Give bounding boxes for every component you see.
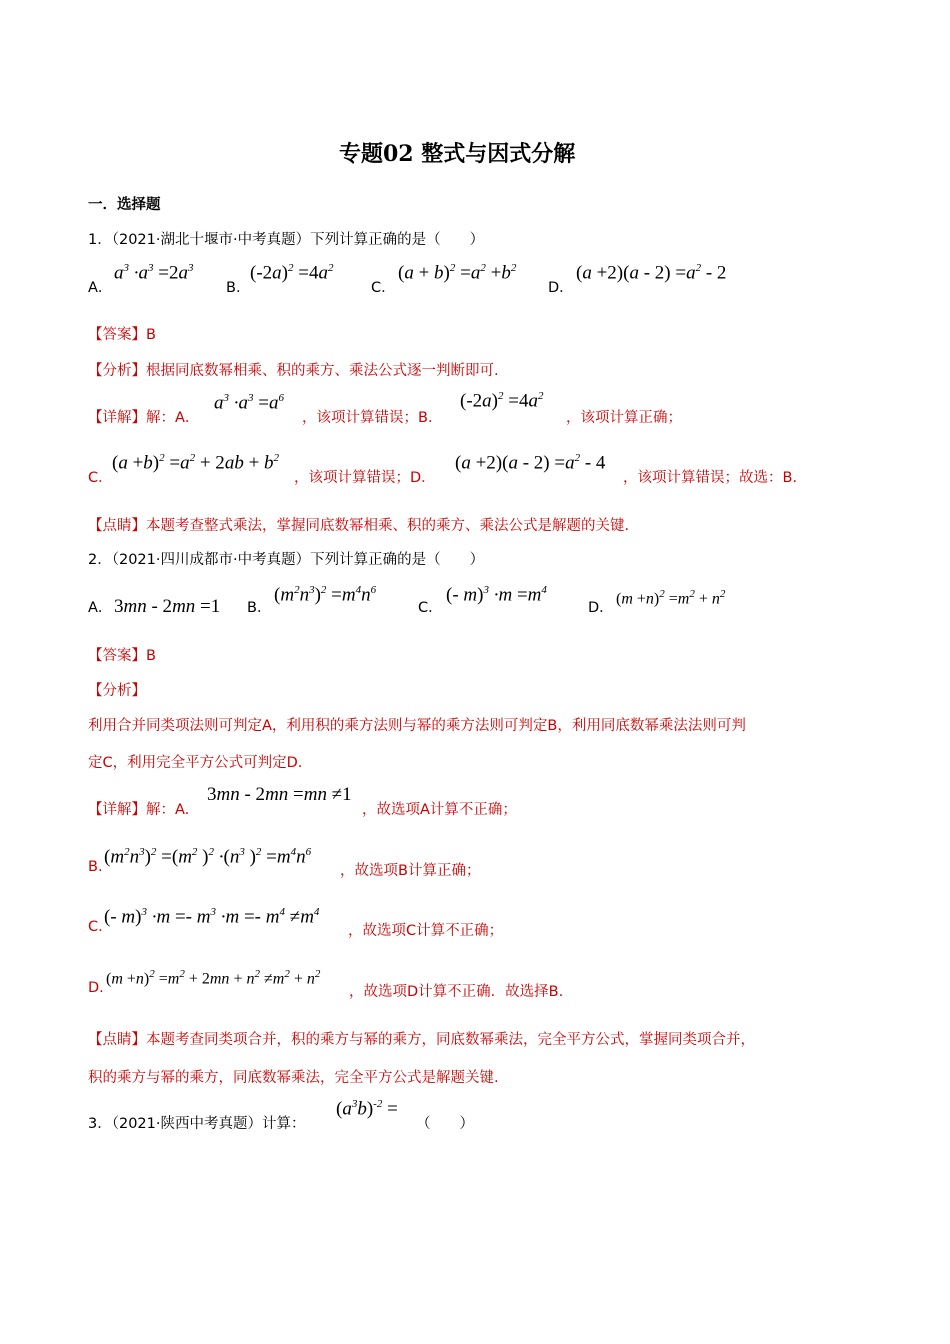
q1-option-a-label: A．	[88, 280, 113, 296]
q2-option-a-label: A．	[88, 600, 113, 616]
q2-option-b-label: B．	[247, 600, 272, 616]
q2-analysis-line2: 定C，利用完全平方公式可判定D.	[88, 755, 303, 771]
q2-detail-a-formula: 3mn - 2mn =mn ≠1	[207, 784, 352, 805]
q2-detail-d-formula: $(m +n)^2 =m^2 + 2mn + n^2 \ne m^2 + n^2$	[106, 968, 321, 988]
q2-analysis-line1: 利用合并同类项法则可判定A，利用积的乘方法则与幂的乘方法则可判定B，利用同底数幂乘法法则可判	[88, 718, 746, 734]
q1-detail-b-formula: $(-2a)^2 =4a^2$	[460, 390, 544, 412]
q2-detail-b-tail: ，故选项B计算正确；	[340, 863, 481, 879]
q1-option-c-formula: $(a + b)^2 =a^2 +b^2$	[398, 262, 517, 284]
section-heading: 一．选择题	[88, 197, 161, 213]
q2-detail-d-prefix: D.	[88, 980, 104, 996]
page-title: 专题02 整式与因式分解	[339, 141, 576, 167]
q1-option-c-label: C．	[371, 280, 396, 296]
q2-detail-b-prefix: B.	[88, 859, 103, 875]
q1-comment: 【点睛】本题考查整式乘法，掌握同底数幂相乘、积的乘方、乘法公式是解题的关键.	[88, 518, 630, 534]
q2-analysis-label: 【分析】	[88, 683, 146, 699]
q2-detail-c-formula: (- $m)^3 \cdot m =- m^3 \cdot m =- m^4 \ne m^4$	[104, 906, 320, 928]
q2-option-c-label: C．	[418, 600, 443, 616]
q1-stem: 1．（2021·湖北十堰市·中考真题）下列计算正确的是（ ）	[88, 232, 485, 248]
q2-option-c-formula: (- $m)^3 \cdot m =m^4$	[446, 584, 547, 606]
q1-detail-b-tail: ，该项计算正确；	[566, 410, 682, 426]
q1-option-d-formula: $(a +2)(a - 2) =a^2 - 2$	[576, 262, 727, 284]
q1-detail-a-tail: ，该项计算错误；B．	[302, 410, 443, 426]
q1-answer: 【答案】B	[88, 327, 156, 343]
q3-stem-tail: （ ）	[416, 1116, 474, 1132]
q1-detail-d-tail: ，该项计算错误；故选：B.	[623, 470, 798, 486]
q1-option-a-formula: $a^3 \cdot a^3 =2a^3$	[114, 262, 194, 284]
q2-detail-prefix: 【详解】解：A.	[88, 802, 190, 818]
q2-detail-c-tail: ，故选项C计算不正确；	[348, 923, 504, 939]
q2-stem: 2．（2021·四川成都市·中考真题）下列计算正确的是（ ）	[88, 552, 485, 568]
q2-detail-d-tail: ，故选项D计算不正确．故选择B.	[349, 984, 564, 1000]
q1-detail-prefix: 【详解】解：A．	[88, 410, 200, 426]
q2-detail-a-tail: ，故选项A计算不正确；	[362, 802, 517, 818]
q1-option-d-label: D．	[548, 280, 574, 296]
q2-option-d-label: D．	[588, 600, 614, 616]
q2-detail-b-formula: $(m^2n^3)^2 =(m^2$ )$^2 \cdot(n^3$ )$^2 =m^4n^6$	[104, 846, 312, 868]
q1-detail-c-formula: $(a +b)^2 =a^2 + 2ab + b^2$	[112, 452, 280, 474]
q1-option-b-formula: $(-2a)^2 =4a^2$	[250, 262, 334, 284]
q3-formula: $(a^3b)^{-2}$ =	[336, 1098, 398, 1120]
q3-stem: 3．（2021·陕西中考真题）计算：	[88, 1116, 306, 1132]
q2-comment-line1: 【点睛】本题考查同类项合并，积的乘方与幂的乘方，同底数幂乘法，完全平方公式，掌握同类项合并，	[88, 1032, 755, 1048]
q2-option-d-formula: $(m +n)^2 =m^2 + n^2$	[616, 588, 726, 608]
q2-answer: 【答案】B	[88, 648, 156, 664]
q1-detail-d-formula: $(a +2)(a - 2) =a^2 - 4$	[455, 452, 606, 474]
q1-detail-a-formula: $a^3 \cdot a^3 =a^6$	[214, 392, 284, 414]
q2-option-b-formula: $(m^2n^3)^2 =m^4n^6$	[274, 584, 377, 606]
q1-detail-c-tail: ，该项计算错误；D．	[294, 470, 436, 486]
q2-detail-c-prefix: C.	[88, 919, 103, 935]
q2-comment-line2: 积的乘方与幂的乘方，同底数幂乘法，完全平方公式是解题关键.	[88, 1070, 499, 1086]
q2-option-a-formula: 3mn - 2mn =1	[114, 596, 221, 617]
q1-detail-c-prefix: C．	[88, 470, 113, 486]
q1-analysis: 【分析】根据同底数幂相乘、积的乘方、乘法公式逐一判断即可.	[88, 363, 499, 379]
q1-option-b-label: B．	[226, 280, 251, 296]
